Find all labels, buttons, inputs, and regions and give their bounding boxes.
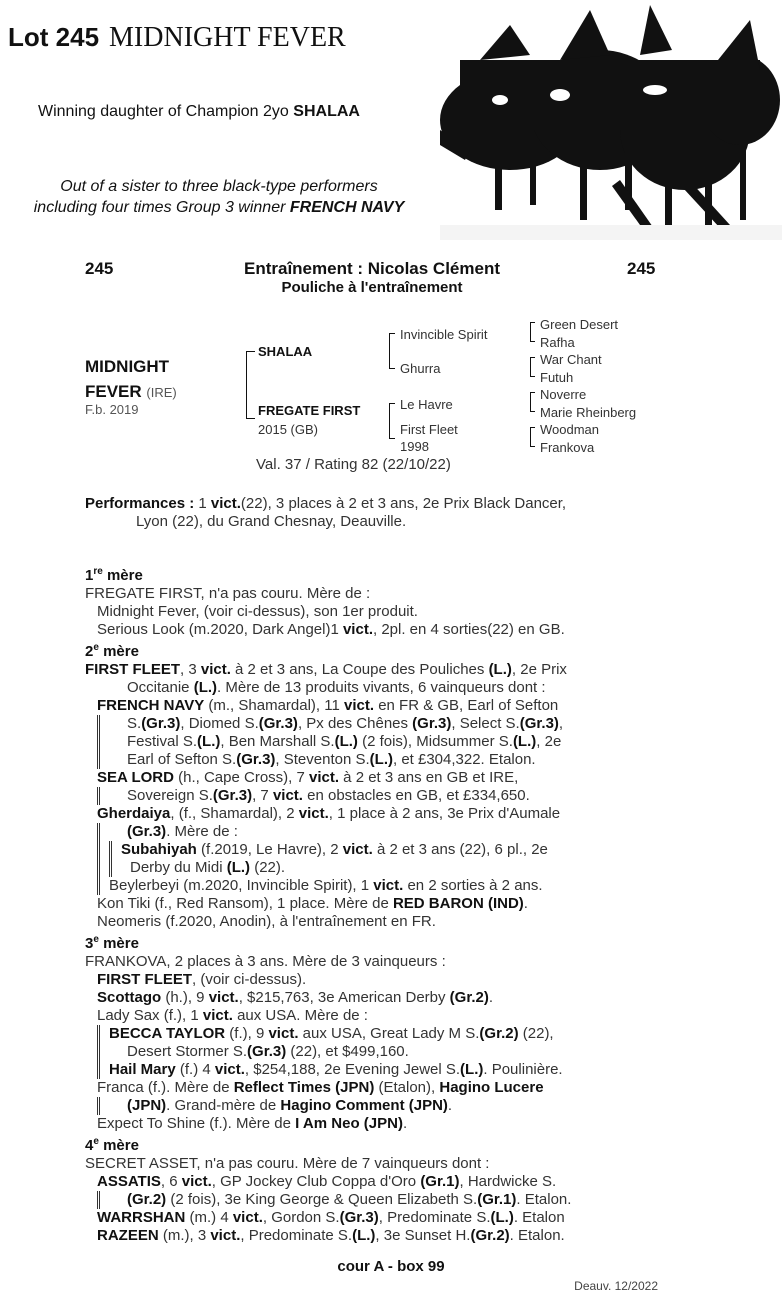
second-dam-line: FIRST FLEET, 3 vict. à 2 et 3 ans, La Coupe des Pouliches (L.), 2e Prix — [85, 661, 567, 678]
first-fleet-ref: FIRST FLEET, (voir ci-dessus). — [97, 971, 307, 988]
warrshan: WARRSHAN (m.) 4 vict., Gordon S.(Gr.3), Predominate S.(L.). Etalon — [97, 1209, 565, 1226]
dam-sire: Le Havre — [400, 397, 453, 412]
ped-sds: War Chant — [540, 352, 602, 367]
horse-details: F.b. 2019 — [85, 402, 139, 417]
french-navy-detail: S.(Gr.3), Diomed S.(Gr.3), Px des Chênes (Gr.3), Select S.(Gr.3), Festival S.(L.), Ben Marshall S.(L.) (2 fois), Midsummer S.(L.), 2e Earl of Sefton S.(Gr.3), Steventon S.(L.), et £304,322. Etalon. — [97, 715, 660, 769]
ped-dsd: Marie Rheinberg — [540, 405, 637, 420]
catalogue-date: Deauv. 12/2022 — [574, 1279, 658, 1293]
tagline — [38, 103, 360, 121]
third-dam-heading: 3e mère — [85, 934, 139, 952]
performances: Performances : 1 vict.(22), 3 places à 2 et 3 ans, 2e Prix Black Dancer, — [85, 495, 567, 512]
lady-sax-detail: BECCA TAYLOR (f.), 9 vict. aux USA, Great Lady M S.(Gr.2) (22), Desert Stormer S.(Gr.3) (22), et $499,160. Hail Mary (f.) 4 vict., $254,188, 2e Evening Jewel S.(L.). Poulinière. — [97, 1025, 660, 1079]
pedigree-bracket-2b — [389, 403, 395, 439]
valuation: Val. 37 / Rating 82 (22/10/22) — [256, 456, 451, 473]
franca-detail: (JPN). Grand-mère de Hagino Comment (JPN). — [97, 1097, 660, 1115]
gherdaiya: Gherdaiya, (f., Shamardal), 2 vict., 1 place à 2 ans, 3e Prix d'Aumale — [97, 805, 561, 822]
neomeris: Neomeris (f.2020, Anodin), à l'entraînement en FR. — [97, 913, 436, 930]
ped-ssd: Rafha — [540, 335, 575, 350]
first-dam-produce-2: Serious Look (m.2020, Dark Angel)1 vict., 2pl. en 4 sorties(22) en GB. — [97, 621, 565, 638]
lady-sax: Lady Sax (f.), 1 vict. aux USA. Mère de : — [97, 1007, 368, 1024]
catalogue-body — [85, 495, 660, 1245]
dam-dam-year: 1998 — [400, 439, 429, 454]
subtitle-line1: Out of a sister to three black-type performers — [60, 178, 378, 195]
lot-number-right: 245 — [627, 259, 656, 278]
lot-number-left: 245 — [85, 259, 114, 278]
sire: SHALAA — [258, 344, 313, 359]
lot-title — [8, 22, 346, 54]
horse-name-title: MIDNIGHT FEVER — [109, 22, 346, 53]
lot-number: Lot 245 — [8, 22, 100, 52]
pedigree-bracket-3a — [530, 322, 535, 342]
fourth-dam-heading: 4e mère — [85, 1136, 139, 1154]
kon-tiki: Kon Tiki (f., Red Ransom), 1 place. Mère de RED BARON (IND). — [97, 895, 528, 912]
second-dam-line-2: Occitanie (L.). Mère de 13 produits vivants, 6 vainqueurs dont : — [127, 679, 546, 696]
franca: Franca (f.). Mère de Reflect Times (JPN) (Etalon), Hagino Lucere — [97, 1079, 544, 1096]
gherdaiya-detail: (Gr.3). Mère de : Subahiyah (f.2019, Le Havre), 2 vict. à 2 et 3 ans (22), 6 pl., 2e Derby du Midi (L.) (22). Beylerbeyi (m.2020, Invincible Spirit), 1 vict. en 2 sorties à 2 ans. — [97, 823, 660, 895]
razeen: RAZEEN (m.), 3 vict., Predominate S.(L.), 3e Sunset H.(Gr.2). Etalon. — [97, 1227, 565, 1244]
ped-ddd: Frankova — [540, 440, 595, 455]
assatis-detail: (Gr.2) (2 fois), 3e King George & Queen Elizabeth S.(Gr.1). Etalon. — [97, 1191, 660, 1209]
horse-name: MIDNIGHT FEVER (IRE) — [85, 357, 177, 401]
third-dam-line: FRANKOVA, 2 places à 3 ans. Mère de 3 vainqueurs : — [85, 953, 446, 970]
expect-to-shine: Expect To Shine (f.). Mère de I Am Neo (JPN). — [97, 1115, 408, 1132]
subtitle — [0, 176, 438, 218]
sea-lord: SEA LORD (h., Cape Cross), 7 vict. à 2 et 3 ans en GB et IRE, — [97, 769, 519, 786]
subtitle-line2: including four times Group 3 winner FRENCH NAVY — [33, 199, 405, 216]
pedigree-bracket-3c — [530, 392, 535, 412]
sire-dam: Ghurra — [400, 361, 441, 376]
scottago: Scottago (h.), 9 vict., $215,763, 3e American Derby (Gr.2). — [97, 989, 494, 1006]
box-location: cour A - box 99 — [337, 1258, 445, 1275]
dam-info: 2015 (GB) — [258, 422, 318, 437]
ped-dss: Noverre — [540, 387, 587, 402]
racing-horses-image — [440, 0, 782, 240]
trainer: Entraînement : Nicolas Clément — [243, 259, 500, 278]
sea-lord-detail: Sovereign S.(Gr.3), 7 vict. en obstacles en GB, et £334,650. — [97, 787, 660, 805]
second-dam-heading: 2e mère — [85, 642, 139, 660]
first-dam-heading: 1re mère — [85, 566, 143, 584]
assatis: ASSATIS, 6 vict., GP Jockey Club Coppa d'Oro (Gr.1), Hardwicke S. — [97, 1173, 557, 1190]
first-dam-line: FREGATE FIRST, n'a pas couru. Mère de : — [85, 585, 371, 602]
pedigree-bracket-3d — [530, 427, 535, 447]
ped-dds: Woodman — [540, 422, 600, 437]
ped-sss: Green Desert — [540, 317, 619, 332]
ped-sdd: Futuh — [540, 370, 574, 385]
dam-dam: First Fleet — [400, 422, 458, 437]
pedigree-bracket-2a — [389, 333, 395, 369]
tagline-text: Winning daughter of Champion 2yo — [38, 103, 289, 120]
pedigree-bracket-3b — [530, 357, 535, 377]
fourth-dam-line: SECRET ASSET, n'a pas couru. Mère de 7 vainqueurs dont : — [85, 1155, 490, 1172]
first-dam-produce-1: Midnight Fever, (voir ci-dessus), son 1er produit. — [97, 603, 418, 620]
sire-sire: Invincible Spirit — [400, 327, 488, 342]
performances-cont: Lyon (22), du Grand Chesnay, Deauville. — [136, 513, 407, 530]
tagline-sire: SHALAA — [293, 103, 360, 120]
pedigree-bracket-1 — [246, 351, 255, 419]
french-navy: FRENCH NAVY (m., Shamardal), 11 vict. en FR & GB, Earl of Sefton — [97, 697, 559, 714]
trainer-block — [222, 259, 522, 296]
training-status: Pouliche à l'entraînement — [281, 279, 463, 296]
dam: FREGATE FIRST — [258, 403, 361, 418]
